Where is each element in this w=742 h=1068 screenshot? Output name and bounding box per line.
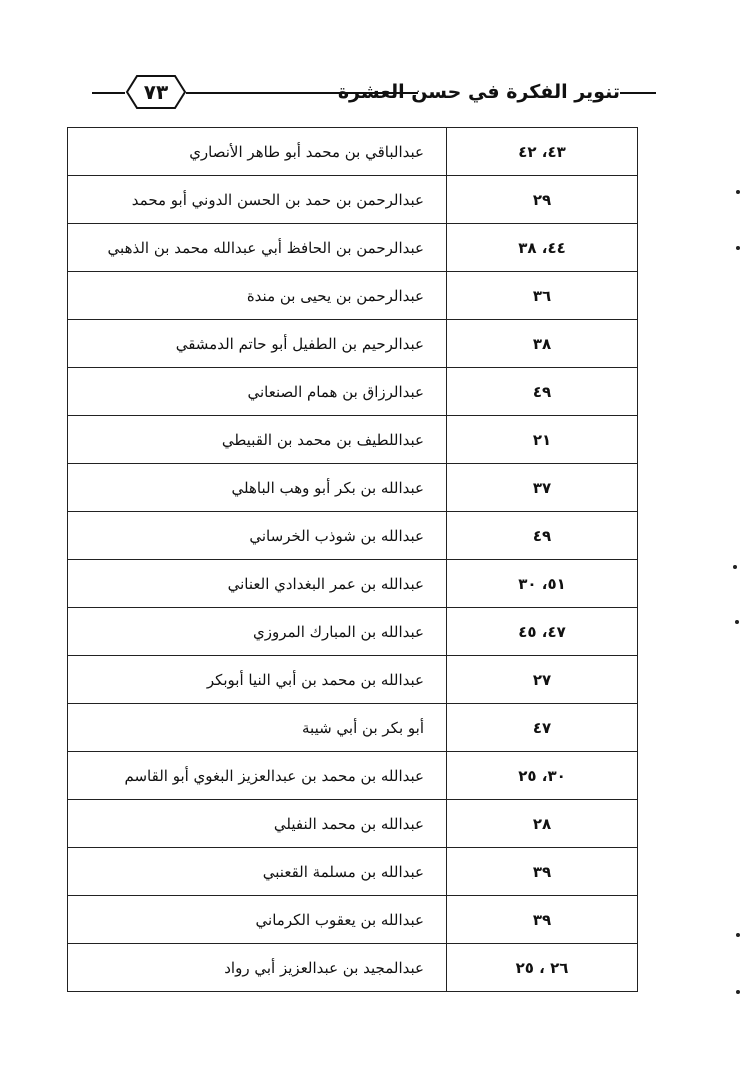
name-cell: عبدالرحيم بن الطفيل أبو حاتم الدمشقي	[68, 320, 447, 368]
name-cell: عبدالله بن محمد بن عبدالعزيز البغوي أبو القاسم	[68, 752, 447, 800]
name-cell: عبدالله بن محمد النفيلي	[68, 800, 447, 848]
page-refs-cell: ٣٠، ٢٥	[447, 752, 638, 800]
name-cell: عبدالرحمن بن يحيى بن مندة	[68, 272, 447, 320]
table-row	[68, 944, 638, 992]
table-row	[68, 224, 638, 272]
page-refs-cell: ٤٣، ٤٢	[447, 128, 638, 176]
name-cell: عبدالله بن شوذب الخرساني	[68, 512, 447, 560]
scan-speck	[733, 565, 737, 569]
name-cell: عبداللطيف بن محمد بن القبيطي	[68, 416, 447, 464]
table-row	[68, 848, 638, 896]
page-refs-cell: ٣٨	[447, 320, 638, 368]
page-refs-cell: ٣٧	[447, 464, 638, 512]
table-row	[68, 656, 638, 704]
page-refs-cell: ٤٩	[447, 368, 638, 416]
page-refs-cell: ٤٧، ٤٥	[447, 608, 638, 656]
table-row	[68, 128, 638, 176]
page-refs-cell: ٢٦ ، ٢٥	[447, 944, 638, 992]
scan-speck	[736, 933, 740, 937]
name-cell: أبو بكر بن أبي شيبة	[68, 704, 447, 752]
page-number-badge	[125, 74, 187, 110]
name-cell: عبدالرزاق بن همام الصنعاني	[68, 368, 447, 416]
table-row	[68, 752, 638, 800]
book-title: تنوير الفكرة في حسن العشرة	[337, 81, 620, 103]
page-header	[0, 0, 742, 120]
table-row	[68, 704, 638, 752]
page-refs-cell: ٢٨	[447, 800, 638, 848]
page-refs-cell: ٥١، ٣٠	[447, 560, 638, 608]
page-refs-cell: ٣٦	[447, 272, 638, 320]
index-table	[67, 127, 638, 992]
name-cell: عبدالرحمن بن حمد بن الحسن الدوني أبو محمد	[68, 176, 447, 224]
page-refs-cell: ٣٩	[447, 896, 638, 944]
page-number: ٧٣	[143, 80, 169, 104]
name-cell: عبدالله بن مسلمة القعنبي	[68, 848, 447, 896]
name-cell: عبدالرحمن بن الحافظ أبي عبدالله محمد بن الذهبي	[68, 224, 447, 272]
name-cell: عبدالله بن عمر البغدادي العناني	[68, 560, 447, 608]
table-row	[68, 416, 638, 464]
table-row	[68, 512, 638, 560]
index-table-body	[68, 128, 638, 992]
table-row	[68, 368, 638, 416]
header-rule-right	[620, 92, 656, 94]
table-row	[68, 320, 638, 368]
page-refs-cell: ٤٤، ٣٨	[447, 224, 638, 272]
table-row	[68, 464, 638, 512]
page-refs-cell: ٤٧	[447, 704, 638, 752]
name-cell: عبدالله بن محمد بن أبي النيا أبوبكر	[68, 656, 447, 704]
table-row	[68, 608, 638, 656]
page-refs-cell: ٣٩	[447, 848, 638, 896]
scan-speck	[736, 246, 740, 250]
table-row	[68, 176, 638, 224]
page-refs-cell: ٤٩	[447, 512, 638, 560]
name-cell: عبدالباقي بن محمد أبو طاهر الأنصاري	[68, 128, 447, 176]
page-refs-cell: ٢٩	[447, 176, 638, 224]
table-row	[68, 272, 638, 320]
name-cell: عبدالله بن يعقوب الكرماني	[68, 896, 447, 944]
header-rule-left	[92, 92, 125, 94]
scan-speck	[735, 620, 739, 624]
name-cell: عبدالله بن بكر أبو وهب الباهلي	[68, 464, 447, 512]
page-refs-cell: ٢١	[447, 416, 638, 464]
scan-speck	[736, 990, 740, 994]
scan-speck	[736, 190, 740, 194]
table-row	[68, 896, 638, 944]
table-row	[68, 560, 638, 608]
name-cell: عبدالله بن المبارك المروزي	[68, 608, 447, 656]
table-row	[68, 800, 638, 848]
name-cell: عبدالمجيد بن عبدالعزيز أبي رواد	[68, 944, 447, 992]
page-refs-cell: ٢٧	[447, 656, 638, 704]
